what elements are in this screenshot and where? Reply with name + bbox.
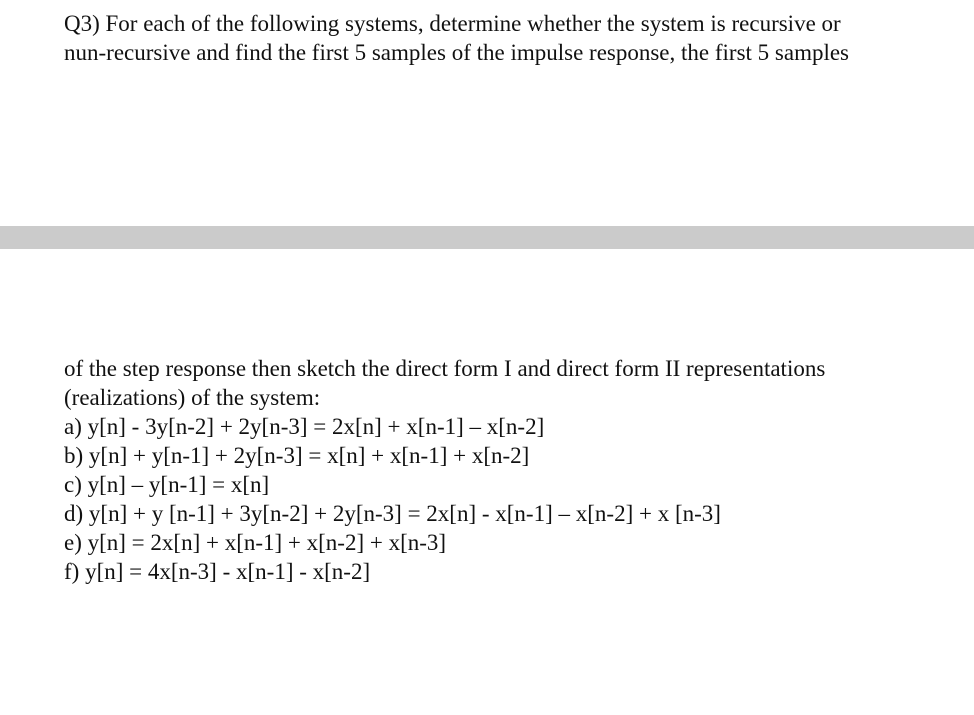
question-intro-line-1: Q3) For each of the following systems, determine whether the system is recursive or bbox=[64, 11, 841, 36]
question-header bbox=[64, 9, 849, 67]
question-intro-line-2: nun-recursive and find the first 5 samples of the impulse response, the first 5 samples bbox=[64, 40, 850, 65]
question-continuation-line-1: of the step response then sketch the direct form I and direct form II representations bbox=[64, 356, 826, 381]
page-break-divider bbox=[0, 226, 974, 249]
system-a: a) y[n] - 3y[n-2] + 2y[n-3] = 2x[n] + x[n-1] – x[n-2] bbox=[64, 414, 545, 439]
system-b: b) y[n] + y[n-1] + 2y[n-3] = x[n] + x[n-1] + x[n-2] bbox=[64, 443, 530, 468]
system-c: c) y[n] – y[n-1] = x[n] bbox=[64, 472, 270, 497]
question-continuation bbox=[64, 354, 825, 586]
system-e: e) y[n] = 2x[n] + x[n-1] + x[n-2] + x[n-3] bbox=[64, 530, 447, 555]
system-f: f) y[n] = 4x[n-3] - x[n-1] - x[n-2] bbox=[64, 559, 371, 584]
question-continuation-line-2: (realizations) of the system: bbox=[64, 385, 321, 410]
system-d: d) y[n] + y [n-1] + 3y[n-2] + 2y[n-3] = 2x[n] - x[n-1] – x[n-2] + x [n-3] bbox=[64, 501, 721, 526]
